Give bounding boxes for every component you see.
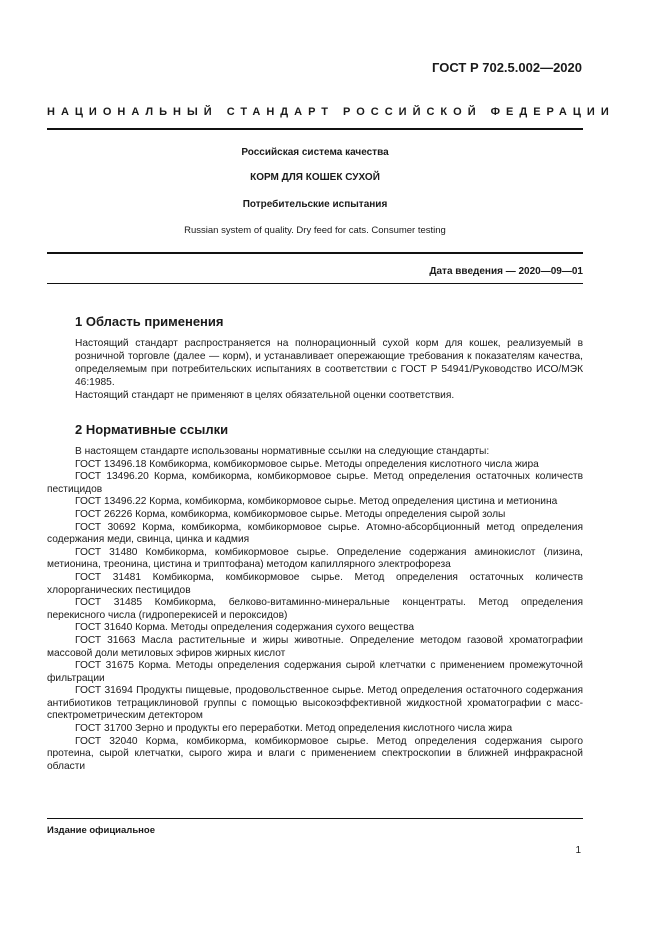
reference-item: ГОСТ 31675 Корма. Методы определения содержания сырой клетчатки с применением промежуточной фильтрации [47,660,583,684]
reference-item: ГОСТ 13496.18 Комбикорма, комбикормовое сырье. Методы определения кислотного числа жира [75,458,539,470]
reference-item: ГОСТ 31700 Зерно и продукты его переработки. Метод определения кислотного числа жира [75,723,513,735]
reference-item: ГОСТ 31640 Корма. Методы определения содержания сухого вещества [75,622,415,634]
section-1-paragraph-2: Настоящий стандарт не применяют в целях обязательной оценки соответствия. [75,390,455,402]
normative-references-list [47,446,583,773]
date-rule [47,283,583,284]
english-title: Russian system of quality. Dry feed for cats. Consumer testing [184,225,446,236]
section-1-title: 1 Область применения [75,314,224,329]
section-1-body [47,337,583,402]
official-edition-label: Издание официальное [47,825,155,836]
system-title: Российская система качества [241,147,389,158]
national-standard-heading: НАЦИОНАЛЬНЫЙ СТАНДАРТ РОССИЙСКОЙ ФЕДЕРАЦИИ [47,106,615,118]
section-1-paragraph-1: Настоящий стандарт распространяется на полнорационный сухой корм для кошек, реализуемый в розничной торговле (далее — корм), и устанавливает опережающие требования к показателям качества, определяемым при потребительских испытаниях в соответствии с ГОСТ Р 54941/Руководство ИСО/МЭК 46:1985. [75,338,583,389]
reference-item: ГОСТ 13496.20 Корма, комбикорма, комбикормовое сырье. Метод определения остаточных количеств пестицидов [47,471,583,495]
introduction-date: Дата введения — 2020—09—01 [429,266,583,277]
reference-item: ГОСТ 30692 Корма, комбикорма, комбикормовое сырье. Атомно-абсорбционный метод определения содержания меди, свинца, цинка и кадмия [47,521,583,546]
reference-item: ГОСТ 31481 Комбикорма, комбикормовое сырье. Метод определения остаточных количеств хлорорганических пестицидов [47,571,583,596]
main-title: КОРМ ДЛЯ КОШЕК СУХОЙ [250,172,380,183]
reference-item: ГОСТ 13496.22 Корма, комбикорма, комбикормовое сырье. Метод определения цистина и метионина [75,496,558,508]
reference-item: ГОСТ 26226 Корма, комбикорма, комбикормовое сырье. Методы определения сырой золы [75,508,506,520]
reference-item: ГОСТ 31485 Комбикорма, белково-витаминно-минеральные концентраты. Метод определения перекисного числа (гидроперекисей и пероксидов) [47,597,583,621]
reference-item: ГОСТ 31480 Комбикорма, комбикормовое сырье. Определение содержания аминокислот (лизина, метионина, треонина, цистина и триптофана) методом капиллярного электрофореза [47,546,583,571]
subtitle: Потребительские испытания [242,199,388,210]
reference-item: ГОСТ 31663 Масла растительные и жиры животные. Определение методом газовой хроматографии массовой доли метиловых эфиров жирных кислот [47,634,583,659]
reference-item: ГОСТ 32040 Корма, комбикорма, комбикормовое сырье. Метод определения содержания сырого протеина, сырой клетчатки, сырого жира и влаги с применением спектроскопии в ближней инфракрасной области [47,735,583,772]
footer-rule [47,818,583,819]
page-number: 1 [575,845,581,856]
references-intro: В настоящем стандарте использованы нормативные ссылки на следующие стандарты: [75,446,490,457]
header-rule [47,128,583,130]
document-code: ГОСТ Р 702.5.002—2020 [432,60,582,75]
title-rule [47,252,583,254]
section-2-title: 2 Нормативные ссылки [75,422,229,437]
reference-item: ГОСТ 31694 Продукты пищевые, продовольственное сырье. Метод определения остаточного содержания антибиотиков тетрациклиновой группы с помощью высокоэффективной жидкостной хроматографии с масс-спектрометрическим детектором [47,685,583,722]
